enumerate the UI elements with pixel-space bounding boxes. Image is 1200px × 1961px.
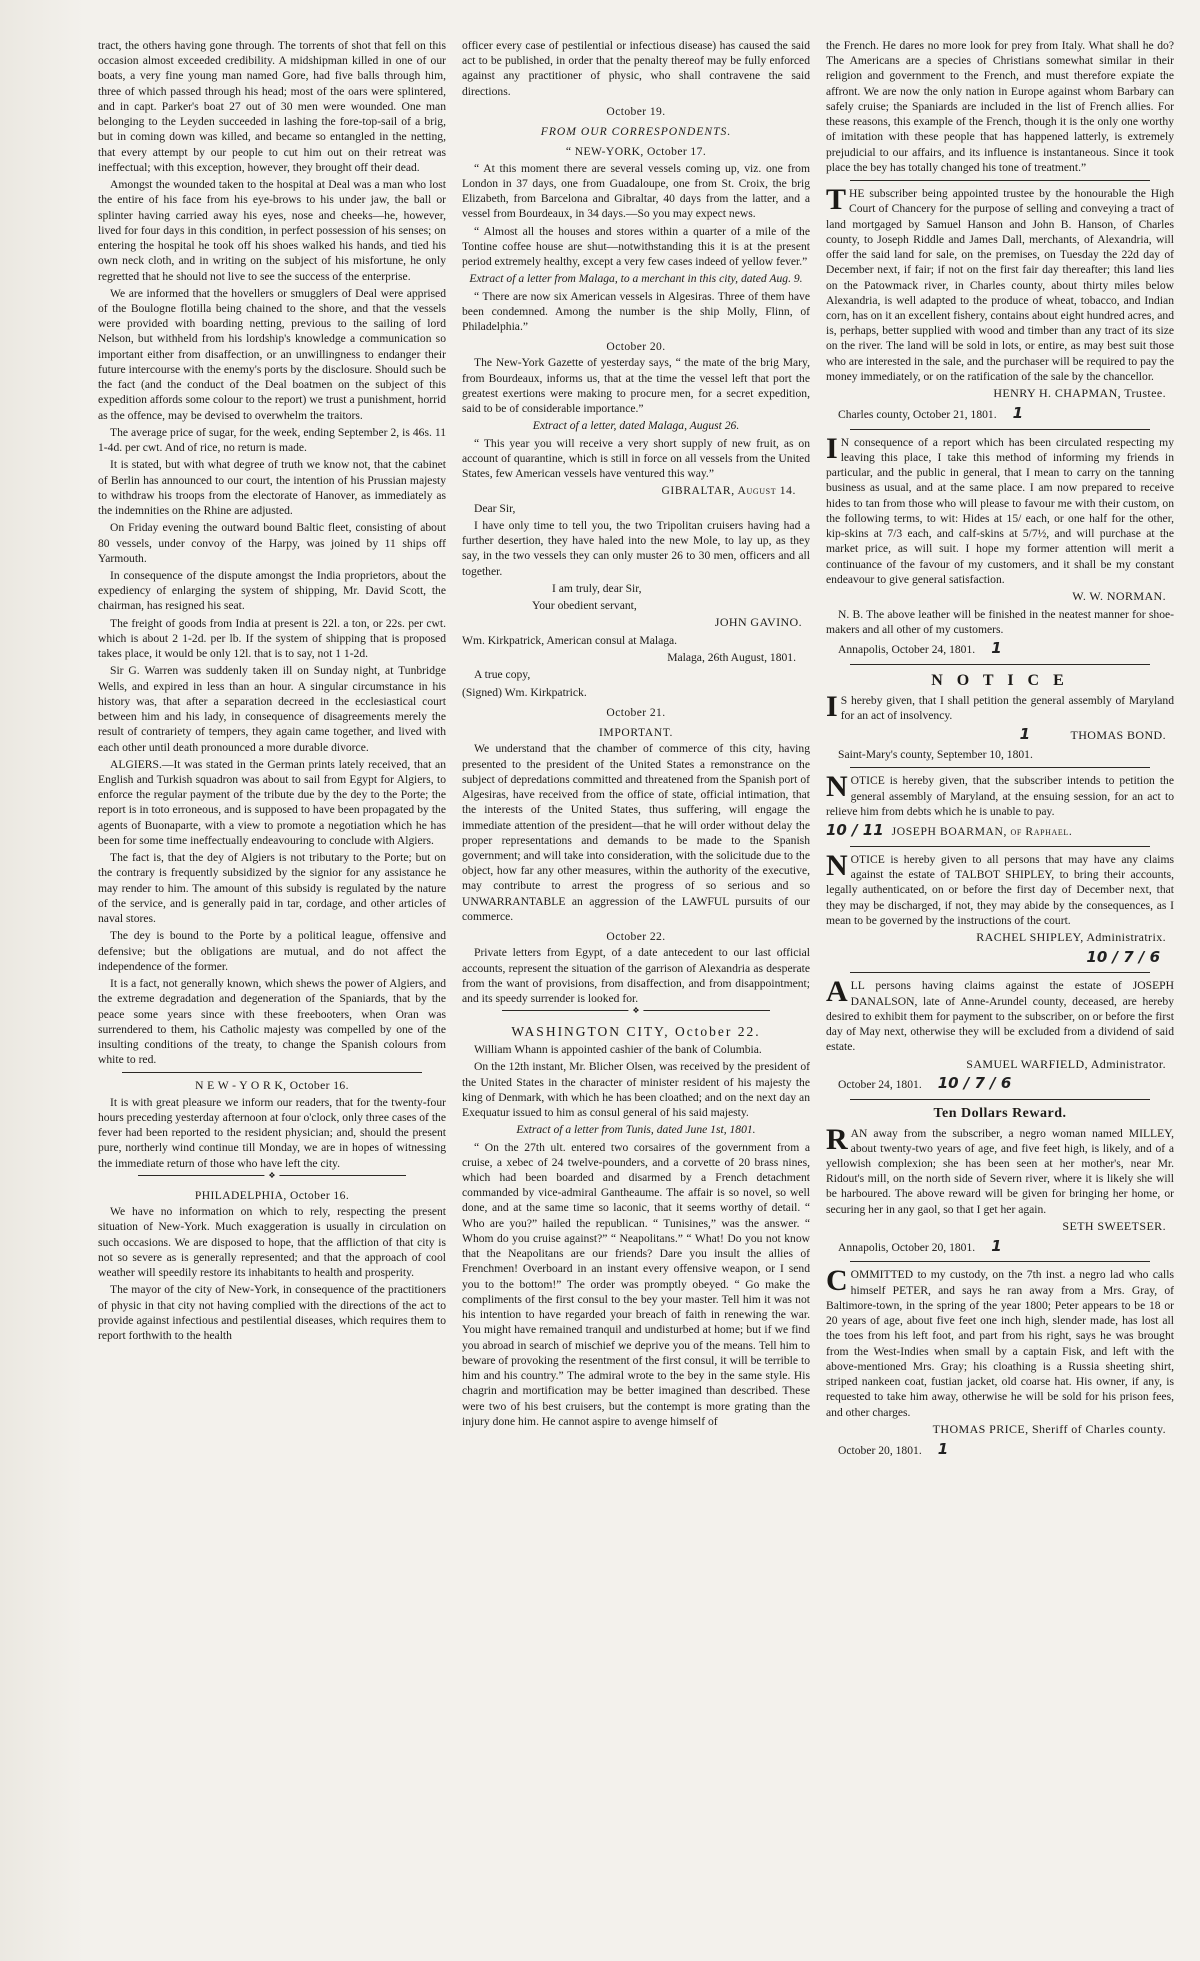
ad-place-date: October 20, 1801. 1 xyxy=(838,1439,949,1458)
letter-salutation: Dear Sir, xyxy=(474,501,516,515)
drop-cap: A xyxy=(826,975,848,1009)
ad-place-date: Saint-Mary's county, September 10, 1801. xyxy=(838,748,1033,762)
article-paragraph: Sir G. Warren was suddenly taken ill on Sunday night, at Tunbridge Wells, and expired in less than an hour. A singular circumstance in his history was, that after a separation decreed in the ecclesiastical court between him and his lady, in consequence of disagreements merely the result of contrariety of tempers, they again came together, and lived with each other until death pronounced a more durable divorce. xyxy=(98,664,446,754)
article-paragraph: On Friday evening the outward bound Baltic fleet, consisting of about 80 vessels, under convoy of the Harpy, was joined by 11 ships off Yarmouth. xyxy=(98,521,446,565)
letter-dateline: GIBRALTAR, August 14. xyxy=(661,484,796,498)
handwritten-mark: 1 xyxy=(991,1236,1002,1255)
drop-cap: I xyxy=(826,431,838,465)
dateline-new-york: “ NEW-YORK, October 17. xyxy=(565,145,707,159)
dateline-washington: WASHINGTON CITY, October 22. xyxy=(511,1024,761,1040)
column-1 xyxy=(98,38,446,1941)
article-paragraph: officer every case of pestilential or infectious disease) has caused the said act to be published, in order that the penalty thereof may be fully enforced against any practitioner of physic, who shall contravene the said directions. xyxy=(462,39,810,98)
ad-title: N O T I C E xyxy=(931,671,1069,689)
ad-text: OMMITTED to my custody, on the 7th inst. a negro lad who calls himself PETER, and says he ran away from a Mrs. Gray, of Baltimore-town, in the spring of the year 1800; Peter appears to be 18 or 20 years of age, about five feet one inch high, slender made, has lost all the toes from his left foot, and part from his right, says he was brought from the West-Indies when small by a captain Fisk, and left with the above-mentioned Mrs. Gray; his cloathing is a Russia sheeting shirt, striped nankeen coat, fustian jacket, old coarse hat. His owner, if any, is requested to take him away, otherwise he will be sold for his prison fees, and other charges. xyxy=(826,1268,1174,1419)
date-heading: October 21. xyxy=(606,705,666,719)
ad-separator xyxy=(850,429,1150,430)
ad-text: HE subscriber being appointed trustee by the honourable the High Court of Chancery for the purpose of selling and conveying a tract of land mortgaged by Samuel Hanson and John B. Hanson, of Charles county, to Joseph Riddle and James Dall, merchants, of Alexandria, will offer the said land for sale, on the premises, on Tuesday the 22d day of December next, if fair; if not on the first fair day thereafter; this land lies on the Patowmack river, in Charles county, about thirty miles below Alexandria, is well adapted to the produce of wheat, tobacco, and Indian corn, has on it an excellent fishery, contains about eight hundred acres, and is, perhaps, better supplied with wood and timber than any tract of its size on the river. The land will be sold in lots, or entire, as may best suit those who are interested in the sale, and the purchaser will be required to pay the money immediately, or on the ratification of the sale by the chancellor. xyxy=(826,187,1174,383)
handwritten-mark: 10 / 11 xyxy=(826,821,884,840)
article-paragraph: We have no information on which to rely, respecting the present situation of New-York. Much exaggeration is usually in circulation on such occasions. We are disposed to hope, that the affliction of that city is not so severe as is generally represented; and that the approach of cool weather will speedily restore its inhabitants to health and prosperity. xyxy=(98,1205,446,1280)
column-2 xyxy=(462,38,810,1941)
article-paragraph: “ This year you will receive a very short supply of new fruit, as on account of quarantine, which is still in force on all vessels from the United States, few American vessels have ventured this way.” xyxy=(462,436,810,481)
extract-heading: Extract of a letter from Tunis, dated June 1st, 1801. xyxy=(516,1123,756,1137)
drop-cap: N xyxy=(826,770,848,804)
ad-signer: SETH SWEETSER. xyxy=(1062,1218,1166,1233)
handwritten-mark: 10 / 7 / 6 xyxy=(1086,947,1160,966)
ad-place-date: October 24, 1801. 10 / 7 / 6 xyxy=(838,1074,1012,1093)
article-paragraph: ALGIERS.—It was stated in the German prints lately received, that an English and Turkish squadron was about to sail from Egypt for Algiers, to enforce the regular payment of the tribute due by the dey to the Porte; the report is in toto erroneous, and is supposed to have been propagated by the agents of Buonaparte, with a view to promote a negotiation which he has been for some time ineffectually endeavouring to conclude with Algiers. xyxy=(98,757,446,847)
article-paragraph: William Whann is appointed cashier of the bank of Columbia. xyxy=(474,1043,762,1057)
section-heading: FROM OUR CORRESPONDENTS. xyxy=(540,125,732,139)
ad-norman xyxy=(826,431,1174,659)
scan-margin xyxy=(0,0,84,1961)
ad-title: Ten Dollars Reward. xyxy=(933,1106,1067,1122)
drop-cap: R xyxy=(826,1122,848,1156)
handwritten-mark: 1 xyxy=(1019,725,1031,744)
article-paragraph: “ On the 27th ult. entered two corsaires of the government from a cruise, a xebec of 24 twelve-pounders, and a corvette of 20 brass nines, which had been boarded and disarmed by a French detachment commanded by vice-admiral Gantheaume. The affair is so novel, so well done, and at the same time so laconic, that it seems worthy of detail. “ Who are you?” hailed the republican. “ Tunisines,” was the answer. “ Whom do you cruise against?” “ Neapolitans.” “ What! Do you not know that the Neapolitans are our friends? Dare you insult the allies of Frenchmen! Overboard in an instant every offensive weapon, or I send you to the bottom!” The order was promptly obeyed. “ Go make the compliments of the first consul to the bey your master. Tell him it was not his intention to have regarded your breach of faith in renewing the war. You might have remained tranquil and undisturbed at home; but if we find you abroad in search of mischief we deprive you of the means. Tell him to beware of provoking the resentment of the first consul, it will be terrible to him and his country.” The admiral wrote to the bey in the same style. His chagrin and mortification may be better imagined than described. These were two of his best cruisers, but the contempt is more grating than the injury done him. He cannot aspire to avenge himself of xyxy=(462,1140,810,1428)
ad-signer: RACHEL SHIPLEY, Administratrix. xyxy=(976,929,1166,944)
ad-text: N consequence of a report which has been circulated respecting my leaving this place, I take this method of informing my friends in particular, and the public in general, that I mean to carry on the tanning business as usual, and at the same place. I am now prepared to receive hides to tan from those who will please to favour me with their custom, on the following terms, to wit: Hides at 15/ each, or one half for the other, kip-skins at 7/3 each, and calf-skins at 5/7½, and will purchase at the market price, as will suit. I hope my former attention will merit a continuance of the favour of my customers, and it shall be my constant endeavour to give general satisfaction. xyxy=(826,435,1174,586)
ad-shipley xyxy=(826,848,1174,968)
dateline-philadelphia: PHILADELPHIA, October 16. xyxy=(194,1188,350,1202)
article-paragraph: We are informed that the hovellers or smugglers of Deal were apprised of the Boulogne flotilla being chained to the shore, and that the vessels were provided with boarding netting, previous to the sailing of lord Nelson, but withheld from his lordship's knowledge a communication so important either from disaffection, or an unwillingness to endanger their future intercourse with the enemy's ports by the disclosure. Should such be the fact (and the conduct of the Deal boatmen on the subject of this expedition affords some colour to the report) we trust a punishment, horrid as the offence, may be devised to overwhelm the traitors. xyxy=(98,286,446,422)
copy-note: A true copy, xyxy=(474,668,531,682)
section-heading: IMPORTANT. xyxy=(598,726,674,740)
article-paragraph: The fact is, that the dey of Algiers is not tributary to the Porte; but on the contrary is frequently subsidized by the signior for any assistance he may render to him. The amount of this subsidy is regulated by the nature of the service, and is generally paid in tar, cordage, and other articles of naval stores. xyxy=(98,851,446,926)
article-paragraph: “ At this moment there are several vessels coming up, viz. one from London in 37 days, one from Guadaloupe, one from St. Croix, the brig Elizabeth, from Barcelona and Gibraltar, 40 days from the latter, and a vessel from Bourdeaux, in 34 days.—So you may expect news. xyxy=(462,161,810,221)
letter-addressee: Wm. Kirkpatrick, American consul at Malaga. xyxy=(462,633,678,647)
article-paragraph: The mayor of the city of New-York, in consequence of the practitioners of physic in that city not having complied with the directions of the act to provide against infectious and pestilential diseases, which requires them to report forthwith to the health xyxy=(98,1283,446,1342)
drop-cap: I xyxy=(826,689,838,723)
ad-place-date: Annapolis, October 24, 1801. 1 xyxy=(838,639,1002,658)
drop-cap: C xyxy=(826,1264,848,1298)
article-paragraph: Private letters from Egypt, of a date antecedent to our last official accounts, represent the situation of the garrison of Alexandria as desperate from the want of provisions, from disaffection, and from disappointment; and its speedy surrender is looked for. xyxy=(462,946,810,1006)
extract-heading: Extract of a letter from Malaga, to a merchant in this city, dated Aug. 9. xyxy=(469,272,803,286)
dateline-new-york: N E W - Y O R K, October 16. xyxy=(195,1079,349,1093)
date-heading: October 20. xyxy=(606,340,666,354)
drop-cap: N xyxy=(826,848,848,882)
ornament-rule: ❖ xyxy=(502,1010,770,1018)
ad-text: AN away from the subscriber, a negro woman named MILLEY, about twenty-two years of age, and five feet high, is likely, and of a yellowish complexion; she has been seen at her mother's, near Mr. Ridout's mill, on the north side of Severn river, where it is likely she will be harboured. The above reward will be given for bringing her home, or securing her in any gaol, so that I get her again. xyxy=(826,1126,1174,1216)
ad-signer: JOSEPH BOARMAN, of Raphael. xyxy=(891,825,1073,839)
article-paragraph: The average price of sugar, for the week, ending September 2, is 46s. 11 1-4d. per cwt. And of rice, no return is made. xyxy=(98,425,446,455)
article-paragraph: The dey is bound to the Porte by a political league, offensive and defensive; but the obligations are mutual, and do not affect the independence of the former. xyxy=(98,929,446,973)
ad-separator xyxy=(850,180,1150,181)
article-paragraph: We understand that the chamber of commerce of this city, having presented to the president of the United States a remonstrance on the subject of depredations committed and threatened from the Spanish port of Algesiras, have received from the office of state, official intimation, that the interests of the United States, thus suffering, will engage the immediate attention of the president—that he will order without delay the proper representations and demands to be made to the Spanish government; and will take into consideration, with the solicitude due to the object, how far any other measures, within the authority of the executive, may contribute to arrest the progress of so serious and so UNWARRANTABLE an aggression of the LAWFUL pursuits of our commerce. xyxy=(462,742,810,923)
article-paragraph: The New-York Gazette of yesterday says, “ the mate of the brig Mary, from Bourdeaux, informs us, that at the time the vessel left that port the greatest exertions were making to procure men, for a secret expedition, said to be of considerable importance.” xyxy=(462,356,810,416)
ad-separator xyxy=(850,846,1150,847)
ad-signer: THOMAS BOND. xyxy=(1070,728,1166,743)
ad-note: N. B. The above leather will be finished in the neatest manner for shoe-makers and all other of my customers. xyxy=(826,607,1174,636)
ad-signer: HENRY H. CHAPMAN, Trustee. xyxy=(993,386,1166,401)
drop-cap: T xyxy=(826,183,847,217)
ad-chapman xyxy=(826,183,1174,424)
handwritten-mark: 1 xyxy=(991,639,1002,658)
ad-bond xyxy=(826,670,1174,762)
ad-text: OTICE is hereby given to all persons that may have any claims against the estate of TALBOT SHIPLEY, to bring their accounts, legally authenticated, on or before the first day of December next, that they may be discharged, if not, they may abide by the consequences, as I mean to be governed by the instructions of the court. xyxy=(826,852,1174,927)
handwritten-mark: 1 xyxy=(1012,403,1024,422)
ad-signer: SAMUEL WARFIELD, Administrator. xyxy=(966,1056,1166,1071)
article-paragraph: It is stated, but with what degree of truth we know not, that the cabinet of Berlin has announced to our court, the intention of his Prussian majesty to withdraw his troops from the electorate of Hanover, as immediately as the indemnities on the Rhine are adjusted. xyxy=(98,458,446,518)
extract-heading: Extract of a letter, dated Malaga, August 26. xyxy=(532,419,740,433)
ornament-rule: ❖ xyxy=(138,1175,406,1183)
ad-text: OTICE is hereby given, that the subscriber intends to petition the general assembly of Maryland, at the ensuing session, for an act to relieve him from debts which he is unable to pay. xyxy=(826,774,1174,818)
ad-text: S hereby given, that I shall petition the general assembly of Maryland for an act of insolvency. xyxy=(840,693,1174,723)
ad-warfield xyxy=(826,975,1174,1094)
article-paragraph: the French. He dares no more look for prey from Italy. What shall he do? The Americans are a species of Christians somewhat similar in their religion and government to the French, and must therefore expiate the affront. We are now the only nation in Europe against whom Barbary can safely cruise; the Spaniards are included in the list of French allies. For these reasons, this example of the French, though it is the only one worthy of imitation with these people that has happened latterly, is extremely prejudicial to our affairs, and its influence is instantaneous. Since it took place the bey has totally changed his tone of treatment.” xyxy=(826,39,1174,174)
copy-signed: (Signed) Wm. Kirkpatrick. xyxy=(462,685,587,699)
ad-separator xyxy=(850,664,1150,665)
handwritten-mark: 10 / 7 / 6 xyxy=(937,1074,1012,1093)
article-paragraph: The freight of goods from India at present is 22l. a ton, or 22s. per cwt. which is about 2 1-2d. per lb. If the system of shipping that is proposed takes place, it would be only 12l. that is to say, not 1 1-2d. xyxy=(98,616,446,661)
ad-signer: W. W. NORMAN. xyxy=(1072,588,1166,603)
ad-separator xyxy=(850,1099,1150,1100)
letter-closing: I am truly, dear Sir, xyxy=(552,581,642,595)
article-paragraph: I have only time to tell you, the two Tripolitan cruisers having had a further desertion, they have haled into the new Mole, to lay up, as they say, in the two vessels they can only muster 26 to 30 men, officers and all together. xyxy=(462,518,810,578)
article-paragraph: tract, the others having gone through. The torrents of shot that fell on this occasion almost exceeded credibility. A midshipman killed in one of our boats, a very fine young man named Gore, had five balls through him, three of which passed through his head; most of the oars were splintered, and in capt. Parker's boat 27 out of 30 men were wounded. One man belonging to the Leyden succeeded in lashing the fore-top-sail of a brig, but in coming down was killed, and became so entangled in the netting, that every attempt by our people to cut him out on their retreat was ineffectual; with this exception, however, they brought off their dead. xyxy=(98,39,446,174)
date-heading: October 22. xyxy=(606,930,666,944)
article-paragraph: “ There are now six American vessels in Algesiras. Three of them have been condemned. Among the number is the ship Molly, Flinn, of Philadelphia.” xyxy=(462,289,810,333)
ad-separator xyxy=(850,1261,1150,1262)
article-paragraph: It is with great pleasure we inform our readers, that for the twenty-four hours preceding yesterday afternoon at four o'clock, only three cases of the fever had been reported to the resident physician; and, should the present pure, northerly wind continue till Monday, we are in hopes of witnessing the immediate return of those who have left the city. xyxy=(98,1095,446,1170)
ad-place-date: Annapolis, October 20, 1801. 1 xyxy=(838,1236,1002,1255)
ad-text: LL persons having claims against the estate of JOSEPH DANALSON, late of Anne-Arundel county, deceased, are hereby desired to exhibit them for payment to the subscriber, on or before the first day of May next, otherwise they will be excluded from a dividend of said estate. xyxy=(826,979,1174,1054)
letter-closing: Your obedient servant, xyxy=(532,598,637,612)
date-heading: October 19. xyxy=(606,104,666,118)
ad-price xyxy=(826,1264,1174,1459)
ad-reward xyxy=(826,1105,1174,1256)
letter-signature: JOHN GAVINO. xyxy=(714,615,802,630)
column-3 xyxy=(826,38,1174,1941)
article-paragraph: “ Almost all the houses and stores within a quarter of a mile of the Tontine coffee house are shut—notwithstanding this it is at the present period extremely healthy, except a very few cases indeed of yellow fever.” xyxy=(462,224,810,269)
ad-signer: THOMAS PRICE, Sheriff of Charles county. xyxy=(932,1421,1166,1436)
handwritten-mark: 1 xyxy=(937,1439,949,1458)
ad-boarman xyxy=(826,770,1174,840)
article-paragraph: On the 12th instant, Mr. Blicher Olsen, was received by the president of the United States in the character of minister resident of his majesty the king of Denmark, with which he has been cloathed; and on the next day an Exequatur issued to him as consul general of his said majesty. xyxy=(462,1060,810,1120)
article-paragraph: It is a fact, not generally known, which shews the power of Algiers, and the extreme degradation and degeneration of the Spaniards, that by the peace some years since with these freebooters, when Oran was surrendered to them, his Catholic majesty was compelled by one of the insulting conditions of the treaty, to change the Spanish colours from white to red. xyxy=(98,977,446,1067)
column-rule xyxy=(122,1072,422,1073)
letter-date: Malaga, 26th August, 1801. xyxy=(667,651,796,665)
ad-separator xyxy=(850,972,1150,973)
article-paragraph: In consequence of the dispute amongst the India proprietors, about the expediency of enlarging the system of shipping, Mr. David Scott, the chairman, has resigned his seat. xyxy=(98,568,446,613)
ad-place-date: Charles county, October 21, 1801. 1 xyxy=(838,403,1024,422)
ad-separator xyxy=(850,767,1150,768)
article-paragraph: Amongst the wounded taken to the hospital at Deal was a man who lost the entire of his face from his eye-brows to his under jaw, the ball or splinter having carried away his eyes, nose and cheeks—he, however, lived for four days in this condition, in perfect possession of his senses; on entering the hospital he took off his shoes walked his hands, and tied his own neck cloth, and in writing on the subject of his misfortune, he only regretted that he should not live to see the success of the enterprise. xyxy=(98,178,446,283)
